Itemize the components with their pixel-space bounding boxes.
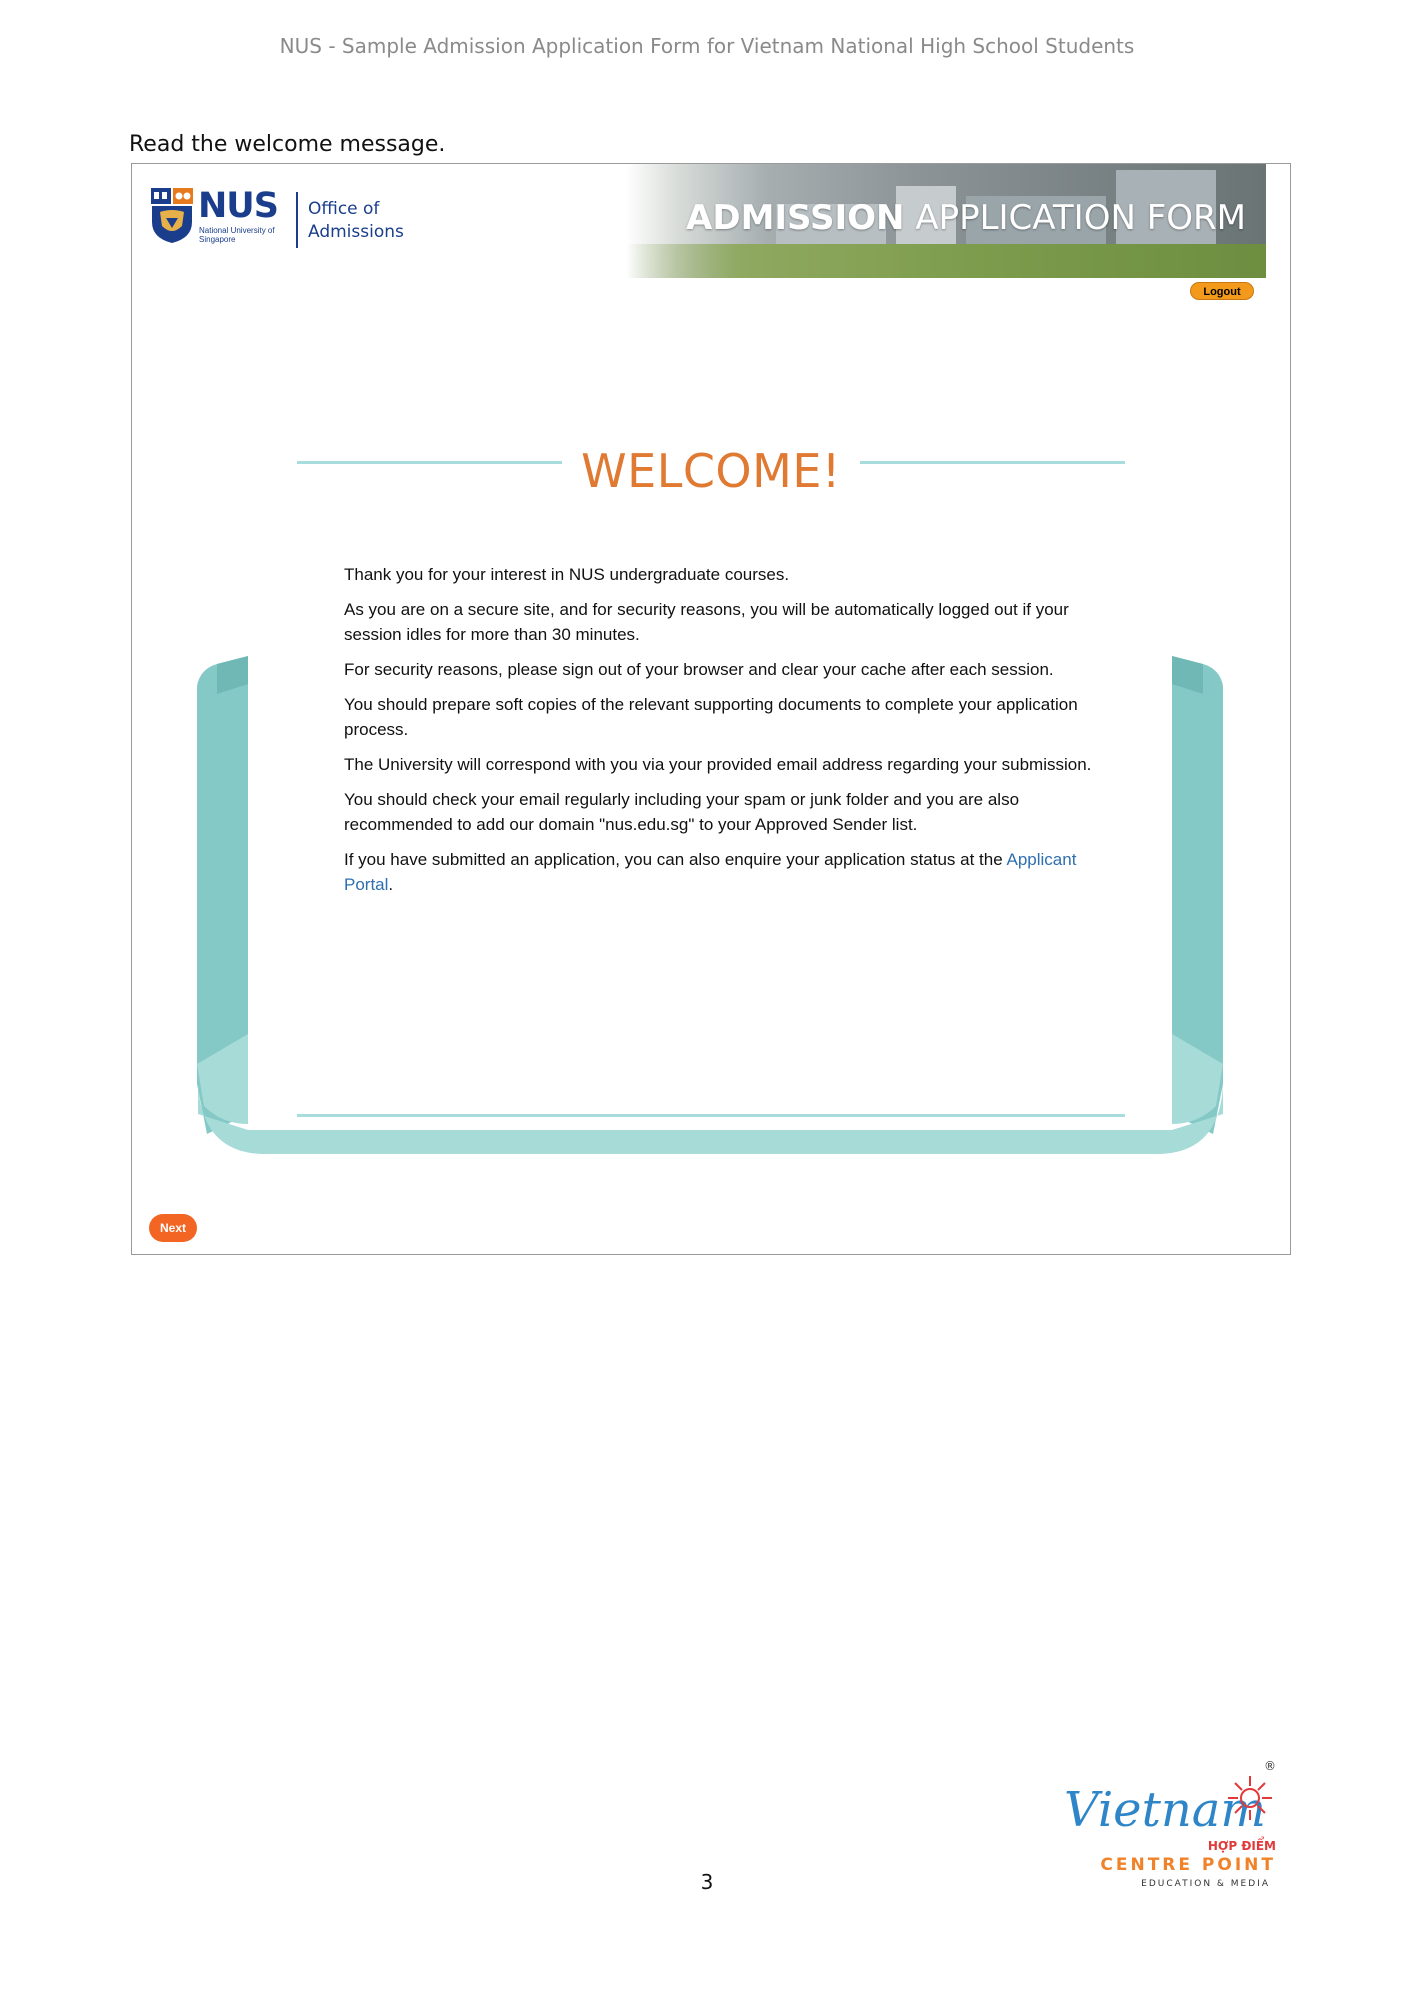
logo-divider xyxy=(296,192,298,248)
welcome-paragraph-end: . xyxy=(388,875,394,894)
welcome-message xyxy=(344,562,1104,907)
logo-hop-diem: HỢP ĐIỂM xyxy=(1207,1839,1276,1853)
welcome-paragraph-last xyxy=(344,847,1104,897)
banner-title-rest: APPLICATION FORM xyxy=(904,198,1246,238)
welcome-title: WELCOME! xyxy=(581,444,841,498)
logo-tagline: EDUCATION & MEDIA xyxy=(1141,1879,1270,1889)
applicant-portal-link[interactable]: Applicant Portal xyxy=(344,850,1077,894)
office-line-1: Office of xyxy=(308,199,380,219)
office-line-2: Admissions xyxy=(308,222,404,242)
banner-title-bold: ADMISSION xyxy=(686,198,905,238)
content-bottom-rule xyxy=(297,1114,1125,1117)
welcome-paragraph: Thank you for your interest in NUS undergraduate courses. xyxy=(344,565,790,584)
logo-centre-point: CENTRE POINT xyxy=(1100,1855,1276,1875)
welcome-paragraph: For security reasons, please sign out of your browser and clear your cache after each session. xyxy=(344,660,1054,679)
nus-wordmark: NUS xyxy=(198,186,278,226)
document-header: NUS - Sample Admission Application Form for Vietnam National High School Students xyxy=(279,34,1135,58)
campus-banner xyxy=(626,164,1266,278)
instruction-text: Read the welcome message. xyxy=(129,132,446,157)
page-number: 3 xyxy=(700,1870,714,1894)
office-name xyxy=(308,198,404,244)
nus-crest-icon xyxy=(150,188,194,244)
welcome-paragraph: The University will correspond with you via your provided email address regarding your submission. xyxy=(344,755,1092,774)
screenshot-frame xyxy=(131,163,1291,1255)
welcome-paragraph: You should check your email regularly including your spam or junk folder and you are also recommended to add our domain "nus.edu.sg" to your Approved Sender list. xyxy=(344,790,1020,834)
logo-script: Vietnam xyxy=(1064,1782,1266,1838)
next-button[interactable]: Next xyxy=(149,1214,197,1242)
nus-logo[interactable] xyxy=(150,188,430,248)
vietnam-centre-point-logo xyxy=(1060,1752,1280,1890)
welcome-paragraph: As you are on a secure site, and for security reasons, you will be automatically logged out if your session idles for more than 30 minutes. xyxy=(344,600,1069,644)
logo-registered-mark: ® xyxy=(1264,1759,1276,1773)
nus-subtitle: National University of Singapore xyxy=(199,226,275,244)
welcome-paragraph-text: If you have submitted an application, you can also enquire your application status at the xyxy=(344,850,1003,869)
welcome-paragraph: You should prepare soft copies of the relevant supporting documents to complete your application process. xyxy=(344,695,1078,739)
logout-button[interactable]: Logout xyxy=(1190,282,1254,300)
banner-lawn xyxy=(626,244,1266,278)
banner-title xyxy=(686,198,1246,238)
